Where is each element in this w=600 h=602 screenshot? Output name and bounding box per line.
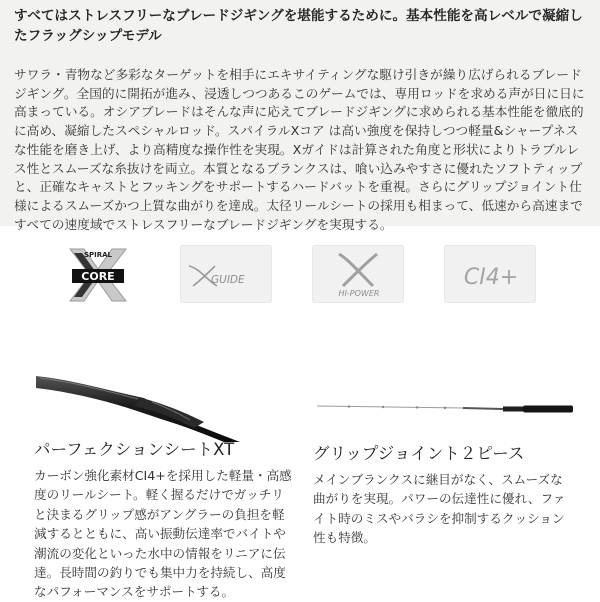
x-guide-text: GUIDE <box>211 274 245 286</box>
intro-body: サワラ・青物など多彩なターゲットを相手にエキサイティングな駆け引きが繰り広げられるブレードジギング。全国的に開拓が進み、浸透しつつあるこのゲームでは、専用ロッドを求める声が日に日に高まっている。オシアブレードはそんな声に応えてブレードジギングに求められる基本性能を徹底的に高め、凝縮したスペシャルロッド。スパイラルXコア は高い強度を保持しつつ軽量&シャープネスな性能を磨き上げ、より高精度な操作性を実現。Xガイドは計算された角度と形状によりトラブルレス性とスムーズな糸抜けを両立。本質となるブランクスは、喰い込みやすさに優れたソフトティップと、正確なキャストとフッキングをサポートするハードバットを重視。さらにグリップジョイント仕様によるスムーズかつ上質な曲がりを達成。太径リールシートの採用も相まって、低速から高速まですべての速度域でストレスフリーなブレードジギングを実現する。 <box>14 67 585 232</box>
grip-joint-rod-photo <box>313 362 575 442</box>
spiral-logo-top: SPIRAL <box>83 251 113 259</box>
x-guide-logo <box>180 245 272 303</box>
hi-power-x-logo <box>312 245 404 303</box>
feature-title: パーフェクションシートXT <box>34 440 235 459</box>
hi-power-text: HI-POWER <box>338 289 380 298</box>
grip-joint-rod-image <box>313 362 575 442</box>
technology-logos <box>0 245 600 305</box>
feature-text: メインブランクスに継目がなく、スムーズな曲がりを実現。パワーの伝達性に優れ、ファイト時のミスやバラシを抑制するクッション性も特徴。 <box>313 472 566 546</box>
reel-seat-photo <box>34 362 294 442</box>
spiral-x-core-icon <box>52 245 144 303</box>
reel-seat-image <box>34 362 294 442</box>
feature-text: カーボン強化素材CI4+を採用した軽量・高感度のリールシート。軽く握るだけでガッチリと決まるグリップ感がアングラーの負担を軽減するとともに、高い振動伝達率でバイトや潮流の変化といった水中の情報をリニアに伝達。長時間の釣りでも集中力を持続し、高度なパフォーマンスをサポートする。 <box>34 468 292 600</box>
spiral-logo-core: CORE <box>81 270 115 283</box>
feature-title: グリップジョイント２ピース <box>313 444 525 463</box>
spiral-x-core-logo <box>52 245 144 303</box>
ci4-plus-logo <box>444 245 536 303</box>
ci4-plus-icon <box>445 246 537 304</box>
intro-headline: すべてはストレスフリーなブレードジギングを堪能するために。基本性能を高レベルで凝縮したフラッグシップモデル <box>14 8 583 44</box>
intro-section <box>0 0 600 232</box>
ci4-text: CI4+ <box>463 265 519 290</box>
x-guide-icon <box>181 246 273 304</box>
hi-power-x-icon <box>313 246 405 304</box>
